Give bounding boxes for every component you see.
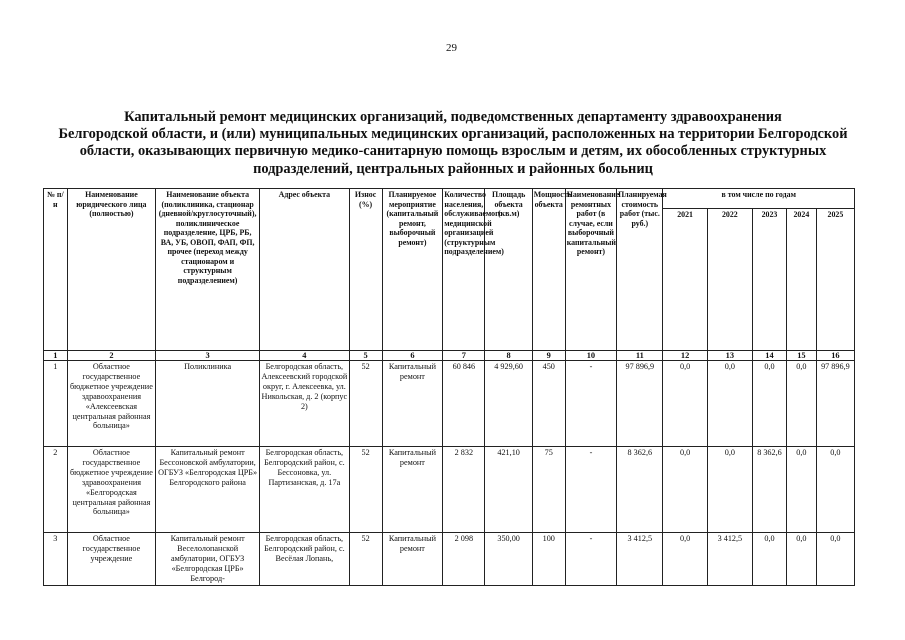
header-no: № п/н xyxy=(44,189,68,351)
header-year-2022: 2022 xyxy=(707,209,752,351)
column-number: 14 xyxy=(753,351,787,361)
header-address: Адрес объекта xyxy=(260,189,350,351)
column-number: 6 xyxy=(382,351,443,361)
cell-capacity: 450 xyxy=(532,361,565,447)
title-line-2: Белгородской области, и (или) муниципальных медицинских организаций, расположенных на территории Белгородской xyxy=(58,126,848,143)
header-year-2025: 2025 xyxy=(816,209,854,351)
column-number: 1 xyxy=(44,351,68,361)
column-number: 3 xyxy=(156,351,260,361)
column-number: 9 xyxy=(532,351,565,361)
header-year-2024: 2024 xyxy=(786,209,816,351)
cell-capacity: 100 xyxy=(532,533,565,586)
cell-2024: 0,0 xyxy=(786,361,816,447)
repair-table xyxy=(43,188,855,586)
cell-works-name: - xyxy=(565,361,616,447)
cell-population: 60 846 xyxy=(443,361,485,447)
cell-2021: 0,0 xyxy=(663,533,707,586)
cell-no: 1 xyxy=(44,361,68,447)
cell-area: 421,10 xyxy=(485,447,532,533)
cell-wear: 52 xyxy=(349,533,382,586)
column-number: 11 xyxy=(617,351,663,361)
cell-2021: 0,0 xyxy=(663,361,707,447)
column-number: 2 xyxy=(67,351,156,361)
document-title xyxy=(40,109,866,178)
column-number: 13 xyxy=(707,351,752,361)
header-capacity: Мощность объекта xyxy=(532,189,565,351)
cell-2025: 0,0 xyxy=(816,447,854,533)
header-area: Площадь объекта (кв.м) xyxy=(485,189,532,351)
cell-planned-cost: 8 362,6 xyxy=(617,447,663,533)
cell-2023: 8 362,6 xyxy=(753,447,787,533)
table-row xyxy=(44,447,855,533)
cell-2025: 0,0 xyxy=(816,533,854,586)
column-number: 5 xyxy=(349,351,382,361)
cell-works-name: - xyxy=(565,533,616,586)
cell-no: 3 xyxy=(44,533,68,586)
table-row xyxy=(44,533,855,586)
cell-2023: 0,0 xyxy=(753,361,787,447)
column-number: 4 xyxy=(260,351,350,361)
cell-legal-entity: Областное государственное бюджетное учреждение здравоохранения «Белгородская центральная районная больница» xyxy=(67,447,156,533)
cell-legal-entity: Областное государственное бюджетное учреждение здравоохранения «Алексеевская центральная районная больница» xyxy=(67,361,156,447)
cell-wear: 52 xyxy=(349,361,382,447)
title-line-1: Капитальный ремонт медицинских организаций, подведомственных департаменту здравоохранения xyxy=(124,109,782,125)
header-population: Количество населения, обслуживаемого медицинской организацией (структурным подразделением) xyxy=(443,189,485,351)
column-number-row xyxy=(44,351,855,361)
cell-area: 350,00 xyxy=(485,533,532,586)
column-number: 8 xyxy=(485,351,532,361)
cell-planned-event: Капитальный ремонт xyxy=(382,361,443,447)
header-year-2021: 2021 xyxy=(663,209,707,351)
cell-area: 4 929,60 xyxy=(485,361,532,447)
cell-2023: 0,0 xyxy=(753,533,787,586)
cell-capacity: 75 xyxy=(532,447,565,533)
cell-object-name: Капитальный ремонт Бессоновской амбулатории, ОГБУЗ «Белгородская ЦРБ» Белгородского района xyxy=(156,447,260,533)
cell-object-name: Поликлиника xyxy=(156,361,260,447)
cell-population: 2 098 xyxy=(443,533,485,586)
title-line-4: подразделений, центральных районных и районных больниц xyxy=(253,160,653,177)
header-year-2023: 2023 xyxy=(753,209,787,351)
header-works-name: Наименование ремонтных работ (в случае, если выборочный капитальный ремонт) xyxy=(565,189,616,351)
cell-2021: 0,0 xyxy=(663,447,707,533)
column-number: 15 xyxy=(786,351,816,361)
cell-works-name: - xyxy=(565,447,616,533)
cell-address: Белгородская область, Белгородский район, с. Весёлая Лопань, xyxy=(260,533,350,586)
header-planned-cost: Планируемая стоимость работ (тыс. руб.) xyxy=(617,189,663,351)
header-row xyxy=(44,189,855,209)
header-legal-entity: Наименование юридического лица (полностью) xyxy=(67,189,156,351)
cell-planned-cost: 97 896,9 xyxy=(617,361,663,447)
column-number: 7 xyxy=(443,351,485,361)
cell-no: 2 xyxy=(44,447,68,533)
cell-2025: 97 896,9 xyxy=(816,361,854,447)
page-number: 29 xyxy=(446,42,457,54)
column-number: 16 xyxy=(816,351,854,361)
header-wear: Износ (%) xyxy=(349,189,382,351)
title-line-3: области, оказывающих первичную медико-санитарную помощь взрослым и детям, их обособленных структурных xyxy=(79,143,827,160)
cell-address: Белгородская область, Белгородский район, с. Бессоновка, ул. Партизанская, д. 17а xyxy=(260,447,350,533)
cell-legal-entity: Областное государственное учреждение xyxy=(67,533,156,586)
cell-planned-cost: 3 412,5 xyxy=(617,533,663,586)
cell-object-name: Капитальный ремонт Веселолопанской амбулатории, ОГБУЗ «Белгородская ЦРБ» Белгород- xyxy=(156,533,260,586)
header-by-years: в том числе по годам xyxy=(663,189,855,209)
cell-2024: 0,0 xyxy=(786,533,816,586)
table-row xyxy=(44,361,855,447)
cell-wear: 52 xyxy=(349,447,382,533)
cell-address: Белгородская область, Алексеевский городской округ, г. Алексеевка, ул. Никольская, д. 2 (корпус 2) xyxy=(260,361,350,447)
cell-planned-event: Капитальный ремонт xyxy=(382,447,443,533)
cell-2022: 3 412,5 xyxy=(707,533,752,586)
header-object-name: Наименование объекта (поликлиника, стационар (дневной/круглосуточный), поликлиническое подразделение, ЦРБ, РБ, ВА, УБ, ОВОП, ФАП, ФП, прочее (переход между стационаром и структурным подразделением) xyxy=(156,189,260,351)
column-number: 12 xyxy=(663,351,707,361)
header-planned-event: Планируемое мероприятие (капитальный ремонт, выборочный ремонт) xyxy=(382,189,443,351)
cell-2022: 0,0 xyxy=(707,447,752,533)
cell-planned-event: Капитальный ремонт xyxy=(382,533,443,586)
cell-2022: 0,0 xyxy=(707,361,752,447)
cell-population: 2 832 xyxy=(443,447,485,533)
column-number: 10 xyxy=(565,351,616,361)
cell-2024: 0,0 xyxy=(786,447,816,533)
